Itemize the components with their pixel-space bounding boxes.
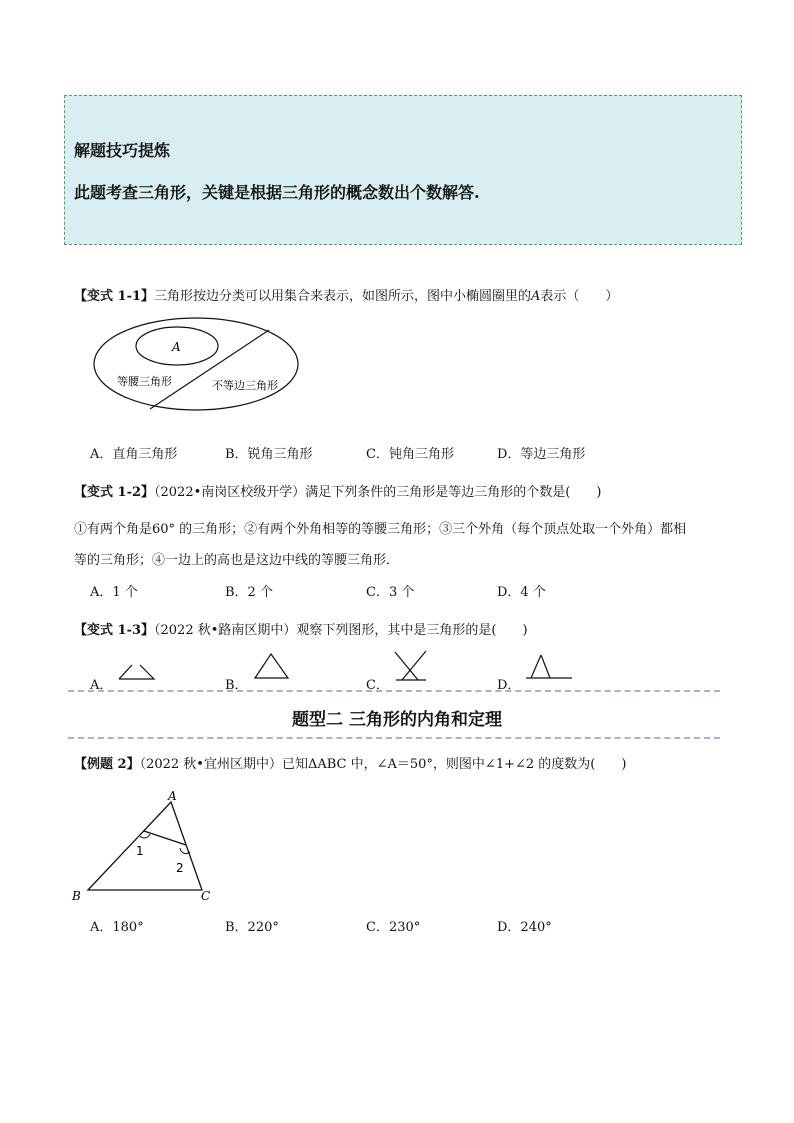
figure-a-open-shape	[116, 660, 158, 684]
option-b[interactable]: B．锐角三角形	[225, 447, 313, 462]
question-1-2	[74, 481, 601, 500]
option-d[interactable]: D．4 个	[497, 585, 546, 600]
figure-b-triangle	[252, 650, 292, 682]
question-1-1	[74, 285, 618, 304]
question-variable: A	[531, 289, 541, 304]
triangle-abc	[88, 802, 202, 890]
option-c[interactable]: C．3 个	[366, 585, 415, 600]
option-d[interactable]: D．240°	[497, 920, 552, 935]
question-text: （2022 秋•路南区期中）观察下列图形，其中是三角形的是( )	[154, 623, 528, 638]
section-divider-bottom	[68, 737, 720, 739]
section-divider-top	[68, 690, 720, 692]
question-tag: 【变式 1-3】	[74, 623, 155, 638]
example-2	[74, 753, 626, 772]
question-text: 三角形按边分类可以用集合来表示，如图所示，图中小椭圆圈里的	[154, 289, 532, 304]
venn-diagram	[90, 312, 310, 417]
option-b[interactable]: B．220°	[225, 920, 279, 935]
option-d[interactable]: D．等边三角形	[497, 447, 586, 462]
question-tag: 【变式 1-1】	[74, 289, 155, 304]
option-a[interactable]: A．180°	[90, 920, 144, 935]
option-b[interactable]: B．2 个	[225, 585, 273, 600]
question-text: （2022•南岗区校级开学）满足下列条件的三角形是等边三角形的个数是( )	[154, 485, 602, 500]
tip-box	[64, 95, 742, 245]
figure-c-crossed-lines	[392, 648, 432, 684]
option-b[interactable]: B．	[225, 678, 248, 693]
question-tag: 【变式 1-2】	[74, 485, 155, 500]
angle-1-arc	[140, 834, 150, 838]
option-a[interactable]: A．直角三角形	[90, 447, 178, 462]
option-c[interactable]: C．	[366, 678, 389, 693]
question-1-2-line3: 等的三角形；④一边上的高也是这边中线的等腰三角形．	[74, 553, 400, 568]
divider-line	[150, 330, 269, 409]
tip-title: 解题技巧提炼	[74, 141, 171, 160]
vertex-label-c: C	[201, 889, 211, 903]
right-label: 不等边三角形	[212, 379, 278, 392]
figure-d-extended-shape	[523, 650, 575, 682]
vertex-label-a: A	[168, 789, 177, 803]
outer-ellipse	[94, 318, 298, 410]
cut-line	[144, 831, 186, 845]
section-title: 题型二 三角形的内角和定理	[292, 710, 502, 730]
option-d[interactable]: D．	[497, 678, 521, 693]
question-1-2-line2: ①有两个角是60° 的三角形；②有两个外角相等的等腰三角形；③三个外角（每个顶点处取一个外角）都相	[74, 522, 687, 537]
question-1-3	[74, 619, 528, 638]
vertex-label-b: B	[72, 889, 81, 903]
triangle-abc-figure	[70, 786, 220, 904]
question-tag: 【例题 2】	[74, 757, 140, 772]
angle-label-1: 1	[136, 844, 144, 858]
option-c[interactable]: C．230°	[366, 920, 421, 935]
angle-label-2: 2	[176, 861, 184, 875]
inner-label: A	[172, 340, 181, 354]
option-a[interactable]: A．1 个	[90, 585, 138, 600]
option-c[interactable]: C．钝角三角形	[366, 447, 454, 462]
question-text: （2022 秋•宜州区期中）已知ΔABC 中，∠A＝50°，则图中∠1+∠2 的度数为( )	[139, 757, 627, 772]
option-a[interactable]: A．	[90, 678, 113, 693]
left-label: 等腰三角形	[117, 375, 172, 388]
question-tail: 表示（ ）	[540, 289, 619, 304]
tip-body: 此题考查三角形，关键是根据三角形的概念数出个数解答.	[74, 183, 480, 202]
